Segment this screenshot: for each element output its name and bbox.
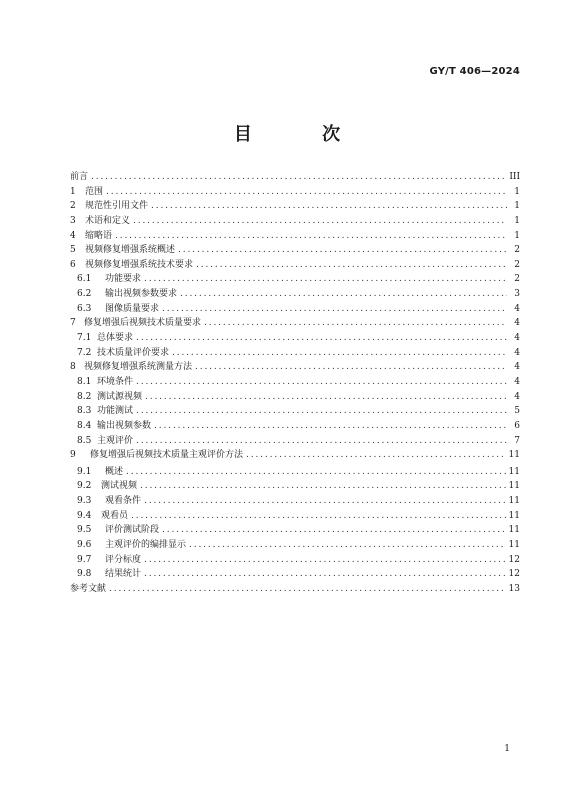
toc-entry-number: 8.2 — [77, 391, 92, 402]
toc-entry-8-3[interactable] — [70, 404, 520, 419]
dot-leader — [246, 448, 506, 463]
toc-entry-label: 参考文献 — [70, 583, 107, 594]
dot-leader — [172, 346, 507, 361]
dot-leader — [106, 185, 507, 200]
toc-entry-9-4[interactable] — [70, 509, 520, 524]
toc-entry-number: 7.2 — [77, 347, 92, 358]
toc-entry-label: 范围 — [85, 186, 104, 197]
toc-entry-number: 9.8 — [77, 569, 92, 580]
toc-entry-6-2[interactable] — [70, 287, 520, 302]
dot-leader — [144, 494, 506, 509]
toc-entry-page: 11 — [508, 525, 520, 536]
toc-entry-number: 9.7 — [77, 554, 92, 565]
toc-entry-number: 8.5 — [77, 435, 92, 446]
toc-entry-number: 7 — [70, 318, 76, 329]
toc-entry-number: 8.4 — [77, 420, 92, 431]
toc-entry-label: 环境条件 — [97, 376, 134, 387]
toc-entry-number: 4 — [70, 230, 76, 241]
dot-leader — [133, 214, 507, 229]
toc-entry-9-3[interactable] — [70, 494, 520, 509]
toc-entry-9[interactable] — [70, 448, 520, 463]
dot-leader — [151, 199, 507, 214]
toc-entry-number: 6.3 — [77, 303, 92, 314]
toc-entry-6[interactable] — [70, 258, 520, 273]
toc-entry-number: 6.1 — [77, 274, 92, 285]
dot-leader — [204, 316, 507, 331]
toc-entry-page: 4 — [514, 362, 520, 373]
toc-entry-number: 5 — [70, 245, 76, 256]
toc-entry-label: 修复增强后视频技术质量主观评价方法 — [90, 450, 244, 461]
toc-entry-number: 6 — [70, 259, 76, 270]
dot-leader — [162, 302, 507, 317]
toc-entry-label: 观看员 — [101, 510, 129, 521]
toc-entry-8-1[interactable] — [70, 375, 520, 390]
toc-entry-page: 3 — [514, 289, 520, 300]
toc-entry-label: 测试源视频 — [97, 391, 143, 402]
toc-entry-number: 9.4 — [77, 510, 92, 521]
dot-leader — [189, 538, 506, 553]
toc-entry-8[interactable] — [70, 360, 520, 375]
toc-entry-page: III — [509, 172, 520, 182]
toc-entry-label: 规范性引用文件 — [85, 201, 149, 212]
toc-entry-label: 结果统计 — [105, 569, 142, 580]
toc-entry-label: 缩略语 — [85, 230, 113, 241]
toc-entry-page: 1 — [514, 186, 520, 197]
dot-leader — [91, 170, 506, 185]
dot-leader — [136, 331, 507, 346]
toc-entry-page: 6 — [514, 420, 520, 431]
toc-entry-foreword[interactable] — [70, 170, 520, 185]
toc-entry-page: 7 — [514, 435, 520, 446]
toc-entry-number: 9.1 — [77, 466, 92, 477]
toc-entry-label: 概述 — [105, 466, 124, 477]
toc-entry-number: 9.6 — [77, 540, 92, 551]
toc-entry-8-4[interactable] — [70, 419, 520, 434]
toc-entry-9-1[interactable] — [70, 465, 520, 480]
toc-entry-page: 2 — [514, 274, 520, 285]
toc-entry-6-1[interactable] — [70, 272, 520, 287]
toc-entry-page: 1 — [514, 215, 520, 226]
toc-entry-number: 9.5 — [77, 525, 92, 536]
toc-entry-8-5[interactable] — [70, 434, 520, 449]
dot-leader — [115, 229, 507, 244]
toc-entry-number: 6.2 — [77, 289, 92, 300]
toc-entry-number: 8.3 — [77, 406, 92, 417]
dot-leader — [180, 287, 507, 302]
dot-leader — [109, 582, 506, 597]
toc-entry-label: 观看条件 — [105, 496, 142, 507]
toc-entry-page: 12 — [508, 554, 520, 565]
standard-code: GY/T 406—2024 — [429, 66, 520, 77]
dot-leader — [144, 272, 507, 287]
toc-entry-7-2[interactable] — [70, 346, 520, 361]
dot-leader — [131, 509, 506, 524]
toc-entry-label: 输出视频参数 — [97, 420, 152, 431]
toc-entry-4[interactable] — [70, 229, 520, 244]
toc-entry-9-6[interactable] — [70, 538, 520, 553]
toc-entry-label: 评价测试阶段 — [105, 525, 160, 536]
toc-entry-page: 1 — [514, 230, 520, 241]
toc-entry-page: 2 — [514, 245, 520, 256]
toc-entry-page: 2 — [514, 259, 520, 270]
dot-leader — [154, 419, 507, 434]
toc-entry-label: 视频修复增强系统技术要求 — [85, 259, 194, 270]
toc-entry-number: 9 — [70, 450, 76, 461]
toc-entry-3[interactable] — [70, 214, 520, 229]
dot-leader — [136, 404, 507, 419]
toc-entry-label: 视频修复增强系统概述 — [85, 245, 176, 256]
dot-leader — [196, 258, 507, 273]
toc-entry-label: 视频修复增强系统测量方法 — [84, 362, 193, 373]
toc-entry-9-7[interactable] — [70, 553, 520, 568]
toc-entry-bibliography[interactable] — [70, 582, 520, 597]
toc-entry-page: 11 — [508, 466, 520, 477]
page-number: 1 — [504, 744, 510, 754]
toc-entry-label: 功能测试 — [97, 406, 134, 417]
toc-entry-label: 测试视频 — [101, 481, 138, 492]
toc-entry-label: 技术质量评价要求 — [97, 347, 170, 358]
toc-entry-8-2[interactable] — [70, 390, 520, 405]
toc-entry-number: 8 — [70, 362, 76, 373]
toc-entry-page: 4 — [514, 303, 520, 314]
toc-entry-page: 11 — [508, 510, 520, 521]
dot-leader — [136, 434, 507, 449]
toc-entry-9-2[interactable] — [70, 479, 520, 494]
toc-entry-number: 9.3 — [77, 496, 92, 507]
toc-entry-page: 11 — [508, 481, 520, 492]
toc-entry-page: 4 — [514, 376, 520, 387]
toc-entry-page: 11 — [508, 496, 520, 507]
dot-leader — [195, 360, 507, 375]
toc-entry-label: 功能要求 — [105, 274, 142, 285]
toc-entry-number: 8.1 — [77, 376, 92, 387]
toc-entry-page: 13 — [508, 583, 520, 594]
toc-entry-label: 主观评价 — [97, 435, 134, 446]
toc-entry-1[interactable] — [70, 185, 520, 200]
toc-entry-page: 4 — [514, 318, 520, 329]
toc-entry-page: 5 — [514, 406, 520, 417]
toc-entry-label: 图像质量要求 — [105, 303, 160, 314]
toc-entry-7-1[interactable] — [70, 331, 520, 346]
toc-entry-page: 11 — [508, 450, 520, 461]
toc-entry-5[interactable] — [70, 243, 520, 258]
toc-entry-label: 主观评价的编排显示 — [105, 540, 187, 551]
dot-leader — [136, 375, 507, 390]
dot-leader — [162, 523, 506, 538]
toc-entry-page: 1 — [514, 201, 520, 212]
toc-entry-number: 2 — [70, 201, 76, 212]
toc-entry-label: 修复增强后视频技术质量要求 — [84, 318, 202, 329]
toc-title: 目 次 — [233, 124, 373, 145]
toc-entry-number: 3 — [70, 215, 76, 226]
toc-entry-label: 前言 — [70, 172, 89, 182]
toc-entry-page: 11 — [508, 540, 520, 551]
toc-entry-page: 4 — [514, 347, 520, 358]
dot-leader — [144, 553, 506, 568]
dot-leader — [178, 243, 507, 258]
toc-entry-2[interactable] — [70, 199, 520, 214]
toc-entry-number: 1 — [70, 186, 76, 197]
table-of-contents — [70, 170, 520, 597]
toc-entry-label: 总体要求 — [97, 333, 134, 344]
toc-entry-6-3[interactable] — [70, 302, 520, 317]
toc-entry-7[interactable] — [70, 316, 520, 331]
toc-entry-number: 9.2 — [77, 481, 92, 492]
toc-entry-9-5[interactable] — [70, 523, 520, 538]
dot-leader — [140, 479, 506, 494]
toc-entry-page: 4 — [514, 333, 520, 344]
toc-entry-number: 7.1 — [77, 333, 92, 344]
dot-leader — [126, 465, 506, 480]
toc-entry-9-8[interactable] — [70, 567, 520, 582]
toc-entry-page: 4 — [514, 391, 520, 402]
toc-entry-label: 术语和定义 — [85, 215, 131, 226]
dot-leader — [144, 567, 506, 582]
toc-entry-page: 12 — [508, 569, 520, 580]
toc-entry-label: 评分标度 — [105, 554, 142, 565]
toc-entry-label: 输出视频参数要求 — [105, 289, 178, 300]
dot-leader — [145, 390, 507, 405]
